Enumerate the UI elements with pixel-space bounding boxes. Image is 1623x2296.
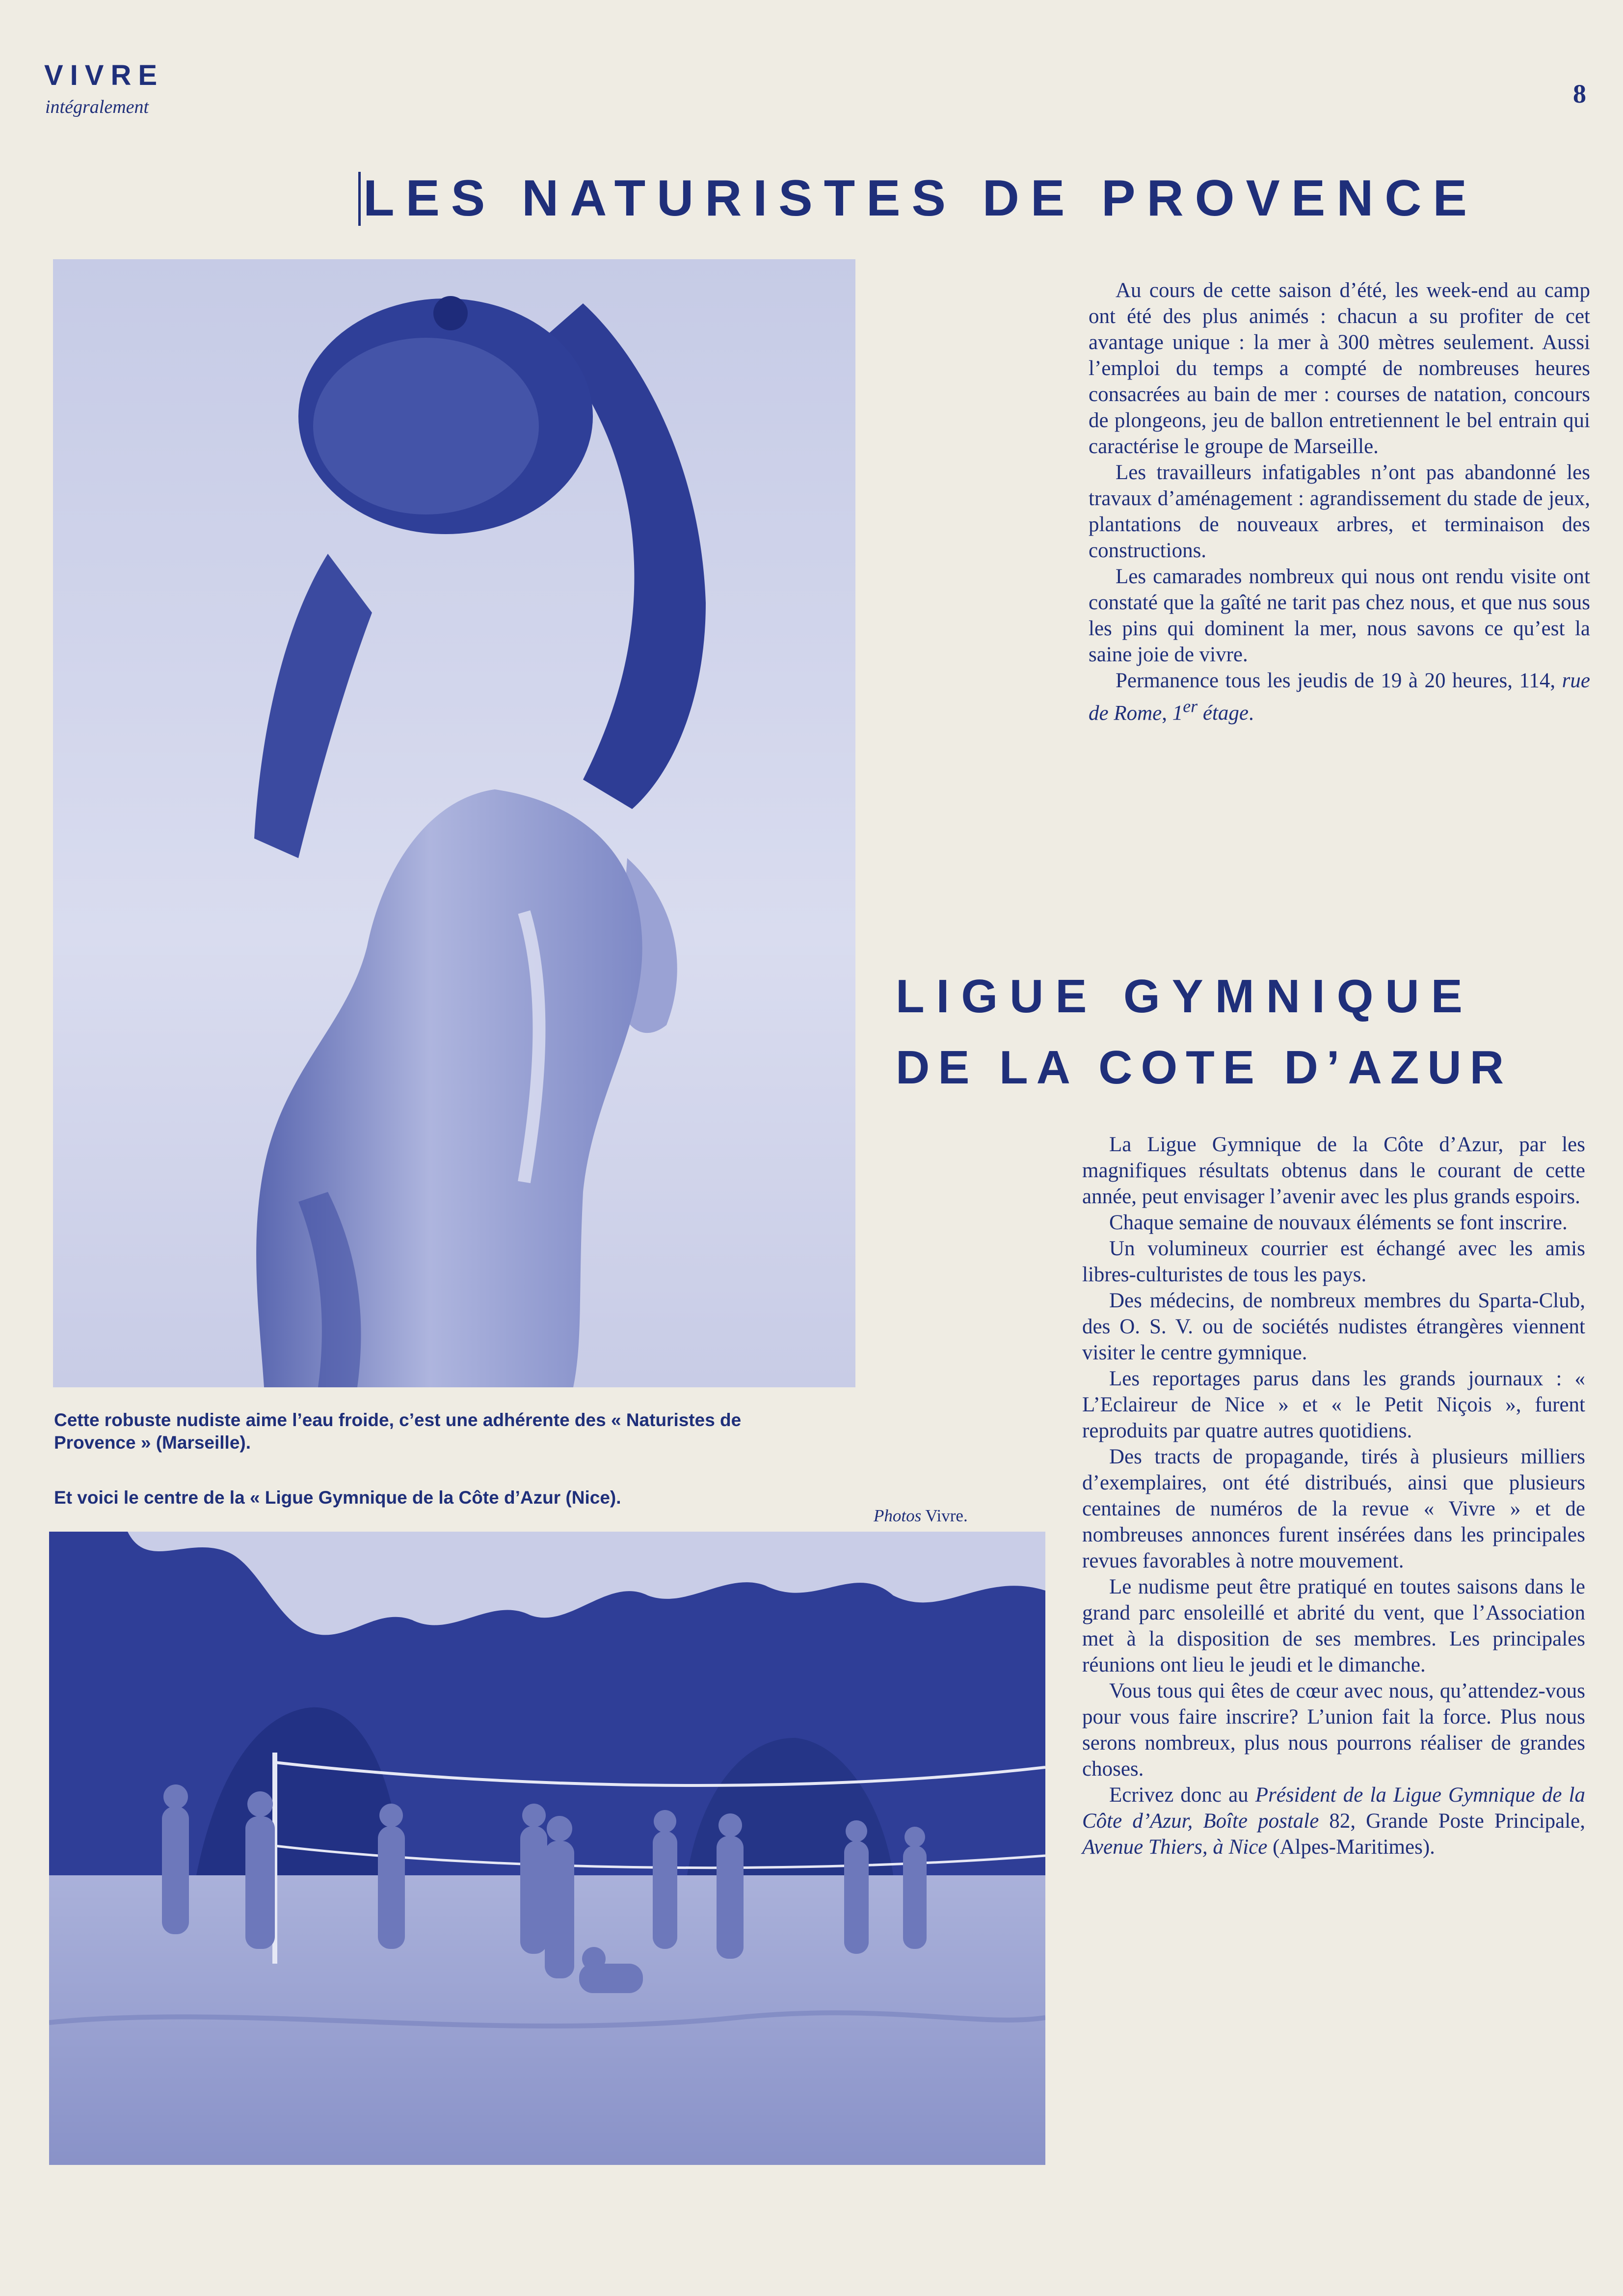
floor-word: étage (1197, 702, 1249, 725)
closing-italic1: Président de la Ligue Gymnique de la Côte d’Azur, Boîte postale (1082, 1783, 1585, 1833)
masthead-title: VIVRE (44, 59, 164, 91)
paragraph: Des médecins, de nombreux membres du Sparta-Club, des O. S. V. ou de sociétés nudistes étrangères viennent visiter le centre gymnique. (1082, 1289, 1585, 1364)
credit-name: Vivre. (921, 1506, 968, 1525)
permanence-paragraph (1089, 668, 1590, 726)
paragraph: Au cours de cette saison d’été, les week-end au camp ont été des plus animés : chacun a su profiter de cet avantage unique : la mer à 300 mètres seulement. Aussi l’emploi du temps a compté de nombreuses heures consacrées au bain de mer : courses de natation, concours de plongeons, jeu de ballon entretiennent le bel entrain qui caractérise le groupe de Marseille. (1089, 279, 1590, 458)
photo-ligue-gymnique-volley (49, 1532, 1045, 2165)
photo-nudiste-eau-froide (53, 259, 855, 1387)
masthead-subtitle: intégralement (45, 97, 149, 117)
headline-naturistes: LES NATURISTES DE PROVENCE (363, 170, 1478, 227)
closing-end: (Alpes-Maritimes). (1267, 1836, 1435, 1859)
credit-label: Photos (874, 1506, 922, 1525)
headline-ligue-line2: DE LA COTE D’AZUR (896, 1041, 1513, 1094)
headline-ligue-line1: LIGUE GYMNIQUE (896, 970, 1474, 1023)
closing-italic2: Avenue Thiers, à Nice (1082, 1836, 1268, 1859)
permanence-street: rue de Rome (1089, 669, 1590, 725)
paragraph: La Ligue Gymnique de la Côte d’Azur, par les magnifiques résultats obtenus dans le courant de cette année, peut envisager l’avenir avec les plus grands espoirs. (1082, 1133, 1585, 1208)
paragraph: Vous tous qui êtes de cœur avec nous, qu’attendez-vous pour vous faire inscrire? L’union fait la force. Plus nous serons nombreux, plus nous pourrons réaliser de grandes choses. (1082, 1679, 1585, 1781)
paragraph: Chaque semaine de nouvaux éléments se font inscrire. (1109, 1211, 1568, 1234)
caption-photo1: Cette robuste nudiste aime l’eau froide, c’est une adhérente des « Naturistes de Provence » (Marseille). (54, 1410, 742, 1453)
closing-lead: Ecrivez donc au (1109, 1783, 1255, 1807)
article-naturistes-text (1089, 277, 1590, 726)
paragraph: Les camarades nombreux qui nous ont rendu visite ont constaté que la gaîté ne tarit pas chez nous, et que nus sous les pins qui dominent la mer, nous savons ce qu’est la saine joie de vivre. (1089, 565, 1590, 666)
paragraph: Les reportages parus dans les grands journaux : « L’Eclaireur de Nice » et « le Petit Niçois », furent reproduits par quatre autres quotidiens. (1082, 1367, 1585, 1442)
paragraph: Les travailleurs infatigables n’ont pas abandonné les travaux d’aménagement : agrandissement du stade de jeux, plantations de nouveaux arbres, et terminaison des constructions. (1089, 461, 1590, 562)
paragraph: Le nudisme peut être pratiqué en toutes saisons dans le grand parc ensoleillé et abrité du vent, que l’Association met à la disposition de ses membres. Les principales réunions ont lieu le jeudi et le dimanche. (1082, 1575, 1585, 1676)
closing-paragraph (1082, 1782, 1585, 1860)
permanence-floor (1172, 697, 1249, 725)
closing-mid: 82, Grande Poste Principale, (1319, 1810, 1585, 1833)
photo-credit (874, 1506, 968, 1526)
paragraph: Un volumineux courrier est échangé avec les amis libres-culturistes de tous les pays. (1082, 1237, 1585, 1286)
permanence-sep: , (1162, 702, 1172, 725)
article-ligue-text (1082, 1132, 1585, 1860)
permanence-end: . (1248, 702, 1254, 725)
page-number: 8 (1573, 79, 1586, 108)
permanence-text: Permanence tous les jeudis de 19 à 20 heures, 114, (1116, 669, 1562, 692)
caption-photo2: Et voici le centre de la « Ligue Gymnique de la Côte d’Azur (Nice). (54, 1487, 621, 1508)
headline-rule (358, 172, 361, 226)
floor-superscript: er (1183, 697, 1198, 716)
paragraph: Des tracts de propagande, tirés à plusieurs milliers d’exemplaires, ont été distribués, ainsi que plusieurs centaines de numéros de la revue « Vivre » et de nombreuses annonces furent insérées dans les principales revues favorables à notre mouvement. (1082, 1445, 1585, 1572)
floor-number: 1 (1172, 702, 1183, 725)
